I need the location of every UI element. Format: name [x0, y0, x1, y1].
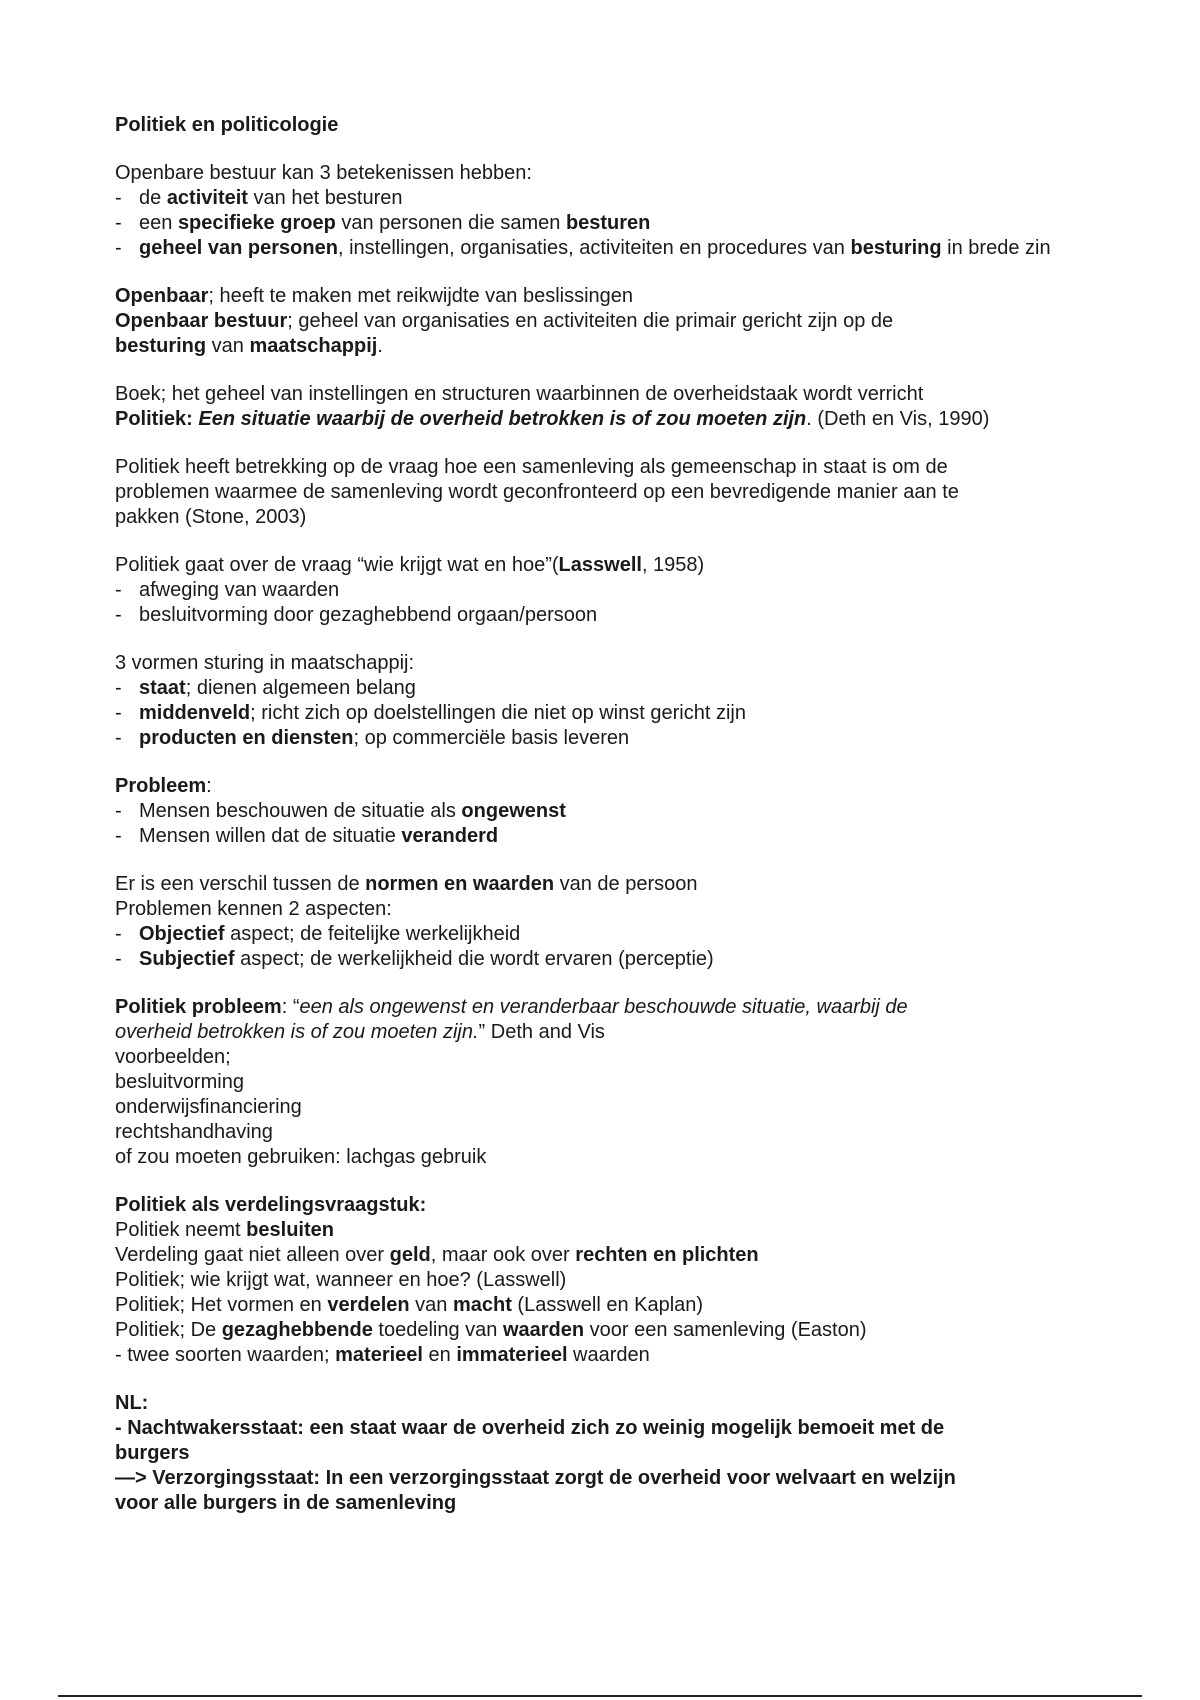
paragraph: overheid betrokken is of zou moeten zijn.” Deth and Vis	[115, 1021, 605, 1043]
paragraph: Verdeling gaat niet alleen over geld, maar ook over rechten en plichten	[115, 1244, 759, 1266]
list-item: - Mensen beschouwen de situatie als ongewenst	[115, 799, 1115, 824]
list-item: - Objectief aspect; de feitelijke werkelijkheid	[115, 922, 1115, 947]
paragraph: Boek; het geheel van instellingen en structuren waarbinnen de overheidstaak wordt verricht	[115, 383, 924, 405]
paragraph: rechtshandhaving	[115, 1121, 273, 1143]
document-content	[115, 113, 1115, 1516]
paragraph: Politiek; wie krijgt wat, wanneer en hoe? (Lasswell)	[115, 1269, 567, 1291]
paragraph: Openbare bestuur kan 3 betekenissen hebben:	[115, 162, 532, 184]
paragraph: onderwijsfinanciering	[115, 1096, 302, 1118]
paragraph: Politiek: Een situatie waarbij de overheid betrokken is of zou moeten zijn. (Deth en Vis, 1990)	[115, 408, 990, 430]
paragraph: Politiek gaat over de vraag “wie krijgt wat en hoe”(Lasswell, 1958)	[115, 554, 705, 576]
section-heading: NL:	[115, 1392, 149, 1414]
paragraph: Openbaar; heeft te maken met reikwijdte van beslissingen	[115, 285, 634, 307]
paragraph: Politiek heeft betrekking op de vraag hoe een samenleving als gemeenschap in staat is om de	[115, 456, 948, 478]
paragraph: Er is een verschil tussen de normen en waarden van de persoon	[115, 873, 698, 895]
paragraph: besturing van maatschappij.	[115, 335, 383, 357]
paragraph: Politiek; Het vormen en verdelen van macht (Lasswell en Kaplan)	[115, 1294, 704, 1316]
paragraph: of zou moeten gebruiken: lachgas gebruik	[115, 1146, 487, 1168]
paragraph: - twee soorten waarden; materieel en immaterieel waarden	[115, 1344, 650, 1366]
paragraph: pakken (Stone, 2003)	[115, 506, 307, 528]
paragraph: Politiek; De gezaghebbende toedeling van waarden voor een samenleving (Easton)	[115, 1319, 867, 1341]
paragraph: 3 vormen sturing in maatschappij:	[115, 652, 415, 674]
paragraph: - Nachtwakersstaat: een staat waar de overheid zich zo weinig mogelijk bemoeit met de	[115, 1417, 945, 1439]
paragraph: voorbeelden;	[115, 1046, 231, 1068]
list-item: - Subjectief aspect; de werkelijkheid die wordt ervaren (perceptie)	[115, 947, 1115, 972]
list-item: - afweging van waarden	[115, 578, 1115, 603]
footer-divider	[58, 1695, 1142, 1697]
paragraph: Problemen kennen 2 aspecten:	[115, 898, 392, 920]
list-item: - een specifieke groep van personen die samen besturen	[115, 211, 1115, 236]
list-item: - Mensen willen dat de situatie veranderd	[115, 824, 1115, 849]
list-item: - de activiteit van het besturen	[115, 186, 1115, 211]
list-item: - geheel van personen, instellingen, organisaties, activiteiten en procedures van besturing in brede zin	[115, 236, 1115, 261]
paragraph: besluitvorming	[115, 1071, 244, 1093]
paragraph: problemen waarmee de samenleving wordt geconfronteerd op een bevredigende manier aan te	[115, 481, 959, 503]
list-item: - producten en diensten; op commerciële basis leveren	[115, 726, 1115, 751]
list-item: - staat; dienen algemeen belang	[115, 676, 1115, 701]
section-heading: Politiek als verdelingsvraagstuk:	[115, 1194, 427, 1216]
list-item: - besluitvorming door gezaghebbend orgaan/persoon	[115, 603, 1115, 628]
paragraph: Politiek probleem: “een als ongewenst en veranderbaar beschouwde situatie, waarbij de	[115, 996, 908, 1018]
paragraph: voor alle burgers in de samenleving	[115, 1492, 457, 1514]
paragraph: —> Verzorgingsstaat: In een verzorgingsstaat zorgt de overheid voor welvaart en welzijn	[115, 1467, 956, 1489]
paragraph: Openbaar bestuur; geheel van organisaties en activiteiten die primair gericht zijn op de	[115, 310, 894, 332]
paragraph: Politiek neemt besluiten	[115, 1219, 334, 1241]
list-item: - middenveld; richt zich op doelstellingen die niet op winst gericht zijn	[115, 701, 1115, 726]
paragraph: burgers	[115, 1442, 190, 1464]
section-heading: Probleem:	[115, 775, 212, 797]
page-title: Politiek en politicologie	[115, 114, 339, 136]
